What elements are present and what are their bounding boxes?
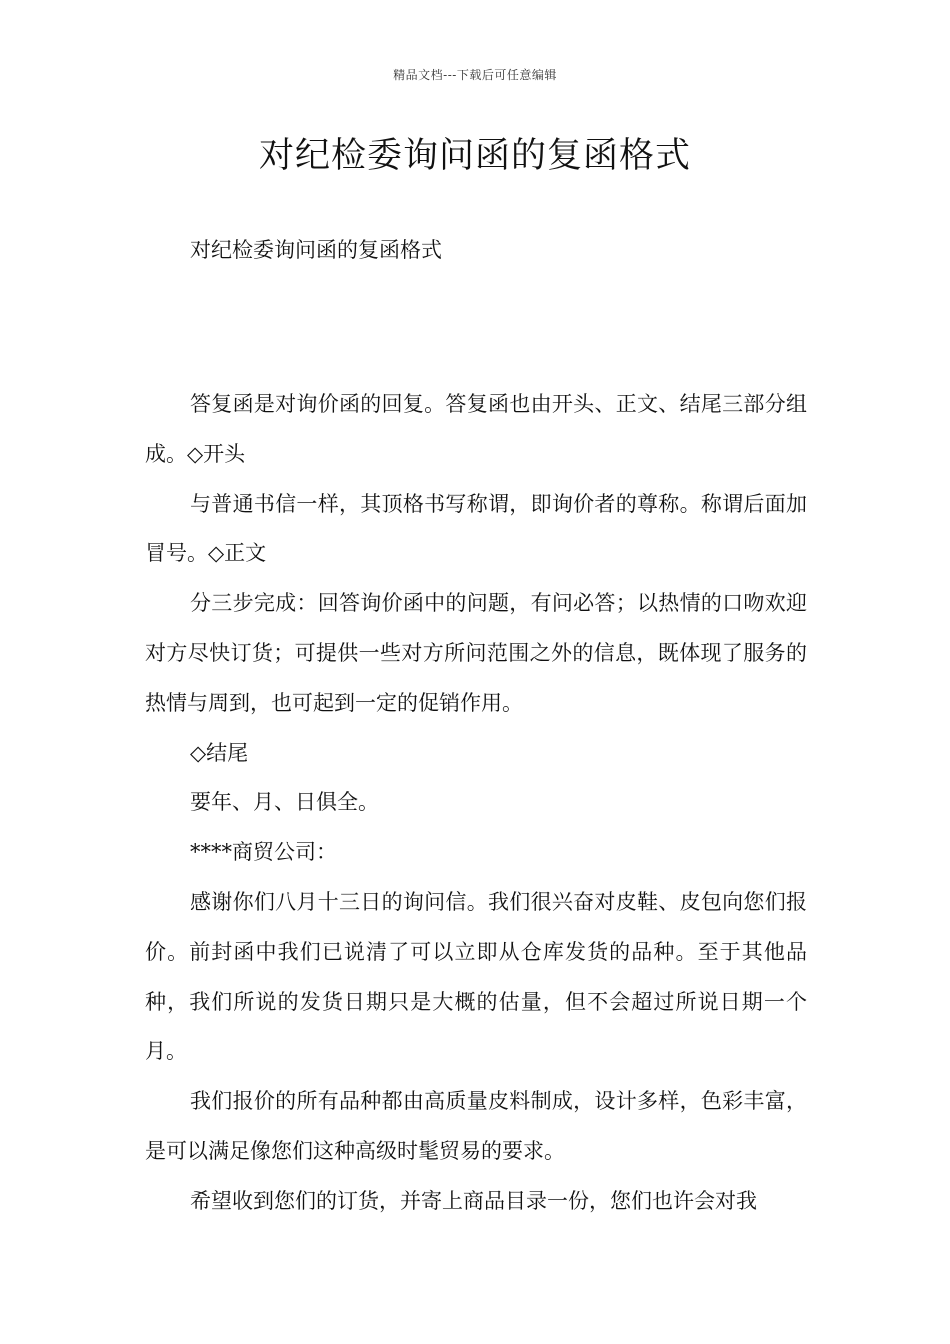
paragraph-opening: 与普通书信一样，其顶格书写称谓，即询价者的尊称。称谓后面加冒号。◇正文	[145, 491, 807, 566]
paragraph-intro: 答复函是对询价函的回复。答复函也由开头、正文、结尾三部分组成。◇开头	[145, 392, 807, 466]
header-note: 精品文档---下载后可任意编辑	[393, 68, 557, 82]
document-subtitle: 对纪检委询问函的复函格式	[190, 238, 442, 262]
document-body	[145, 380, 807, 1227]
paragraph-letter-3: 希望收到您们的订货，并寄上商品目录一份，您们也许会对我	[190, 1188, 757, 1213]
paragraph-salutation: ****商贸公司：	[190, 840, 337, 865]
paragraph-letter-2: 我们报价的所有品种都由高质量皮料制成，设计多样，色彩丰富，是可以满足像您们这种高级时髦贸易的要求。	[145, 1089, 807, 1163]
paragraph-ending: 要年、月、日俱全。	[190, 790, 379, 815]
paragraph-body: 分三步完成：回答询价函中的问题，有问必答；以热情的口吻欢迎对方尽快订货；可提供一些对方所问范围之外的信息，既体现了服务的热情与周到，也可起到一定的促销作用。	[145, 591, 807, 715]
paragraph-letter-1: 感谢你们八月十三日的询问信。我们很兴奋对皮鞋、皮包向您们报价。前封函中我们已说清了可以立即从仓库发货的品种。至于其他品种，我们所说的发货日期只是大概的估量，但不会超过所说日期一个月。	[145, 889, 807, 1064]
paragraph-ending-heading: ◇结尾	[190, 740, 249, 765]
document-title: 对纪检委询问函的复函格式	[258, 136, 691, 176]
